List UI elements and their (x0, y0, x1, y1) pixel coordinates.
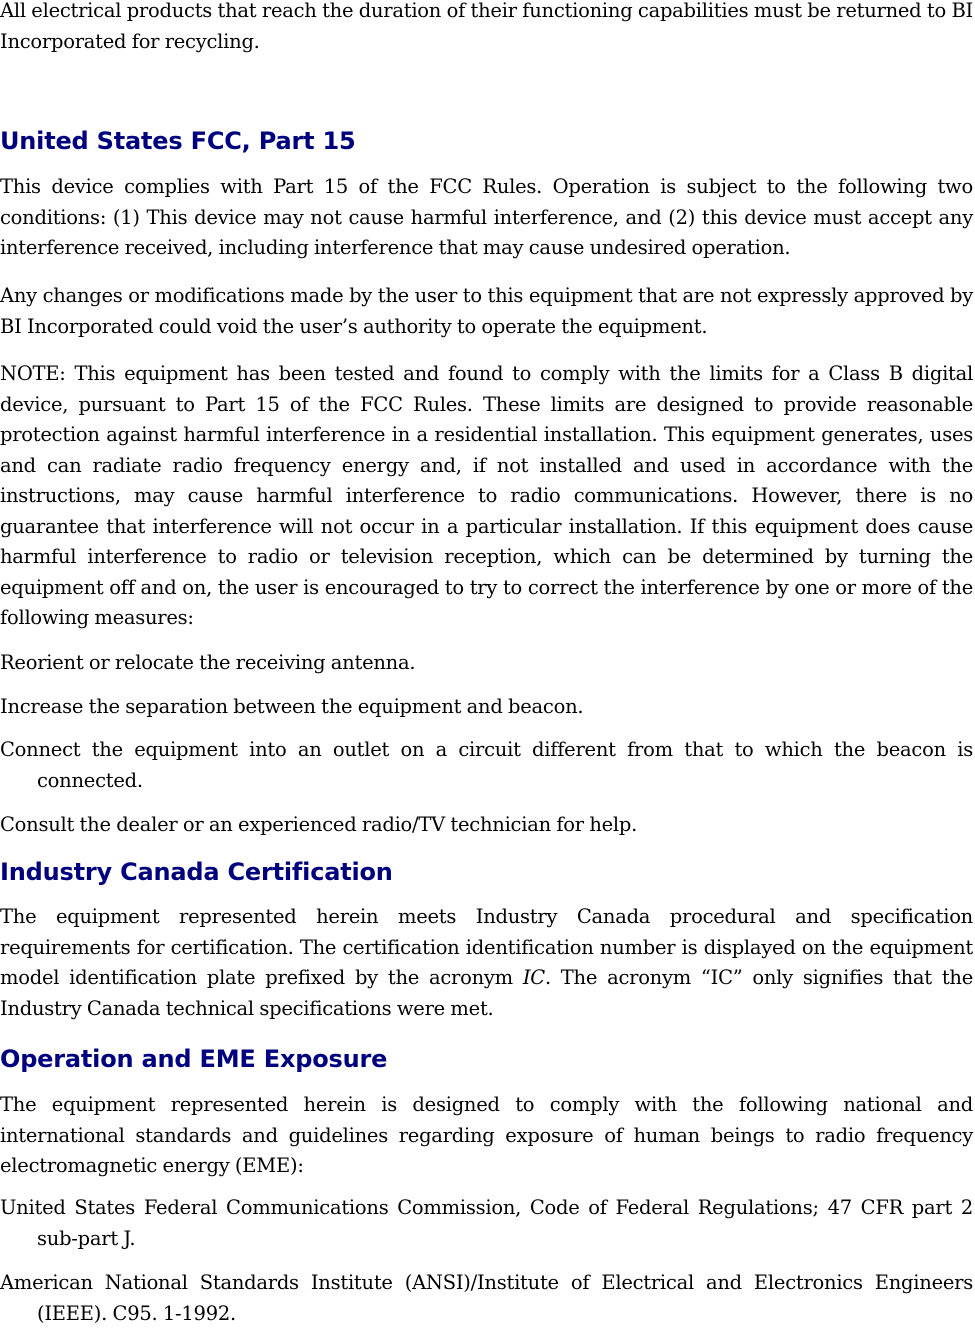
eme-standard-item: American National Standards Institute (ANSI)/Institute of Electrical and Electronics Engineers (IEEE). C95. 1-1992. (0, 1271, 973, 1325)
eme-paragraph: The equipment represented herein is designed to comply with the following national and international standards and guidelines regarding exposure of human beings to radio frequency electromagnetic energy (EME): (0, 1093, 973, 1177)
canada-heading: Industry Canada Certification (0, 858, 393, 886)
fcc-heading: United States FCC, Part 15 (0, 127, 356, 155)
fcc-note-paragraph: NOTE: This equipment has been tested and found to comply with the limits for a Class B digital device, pursuant to Part 15 of the FCC Rules. These limits are designed to provide reasonable protection against harmful interference in a residential installation. This equipment generates, uses and can radiate radio frequency energy and, if not installed and used in accordance with the instructions, may cause harmful interference to radio communications. However, there is no guarantee that interference will not occur in a particular installation. If this equipment does cause harmful interference to radio or television reception, which can be determined by turning the equipment off and on, the user is encouraged to try to correct the interference by one or more of the following measures: (0, 362, 973, 629)
canada-text-after: . The acronym “IC” only signifies that the Industry Canada technical specifications were met. (0, 966, 973, 1020)
fcc-measure-item: Consult the dealer or an experienced radio/TV technician for help. (0, 813, 638, 836)
canada-paragraph (0, 902, 973, 1024)
eme-heading: Operation and EME Exposure (0, 1045, 388, 1073)
canada-text-before: The equipment represented herein meets Industry Canada procedural and specification requirements for certification. The certification identification number is displayed on the equipment model identification plate prefixed by the acronym (0, 905, 973, 989)
canada-acronym: IC (522, 966, 545, 989)
recycling-paragraph: All electrical products that reach the duration of their functioning capabilities must be returned to BI Incorporated for recycling. (0, 0, 973, 53)
fcc-measure-item: Increase the separation between the equipment and beacon. (0, 695, 584, 718)
fcc-measure-item: Connect the equipment into an outlet on a circuit different from that to which the beacon is connected. (0, 738, 973, 792)
fcc-paragraph-conditions: This device complies with Part 15 of the FCC Rules. Operation is subject to the following two conditions: (1) This device may not cause harmful interference, and (2) this device must accept any interference received, including interference that may cause undesired operation. (0, 175, 973, 259)
fcc-measure-item: Reorient or relocate the receiving antenna. (0, 651, 416, 674)
eme-standard-item: United States Federal Communications Commission, Code of Federal Regulations; 47 CFR part 2 sub-part J. (0, 1196, 973, 1250)
fcc-paragraph-modifications: Any changes or modifications made by the user to this equipment that are not expressly approved by BI Incorporated could void the user’s authority to operate the equipment. (0, 284, 973, 338)
